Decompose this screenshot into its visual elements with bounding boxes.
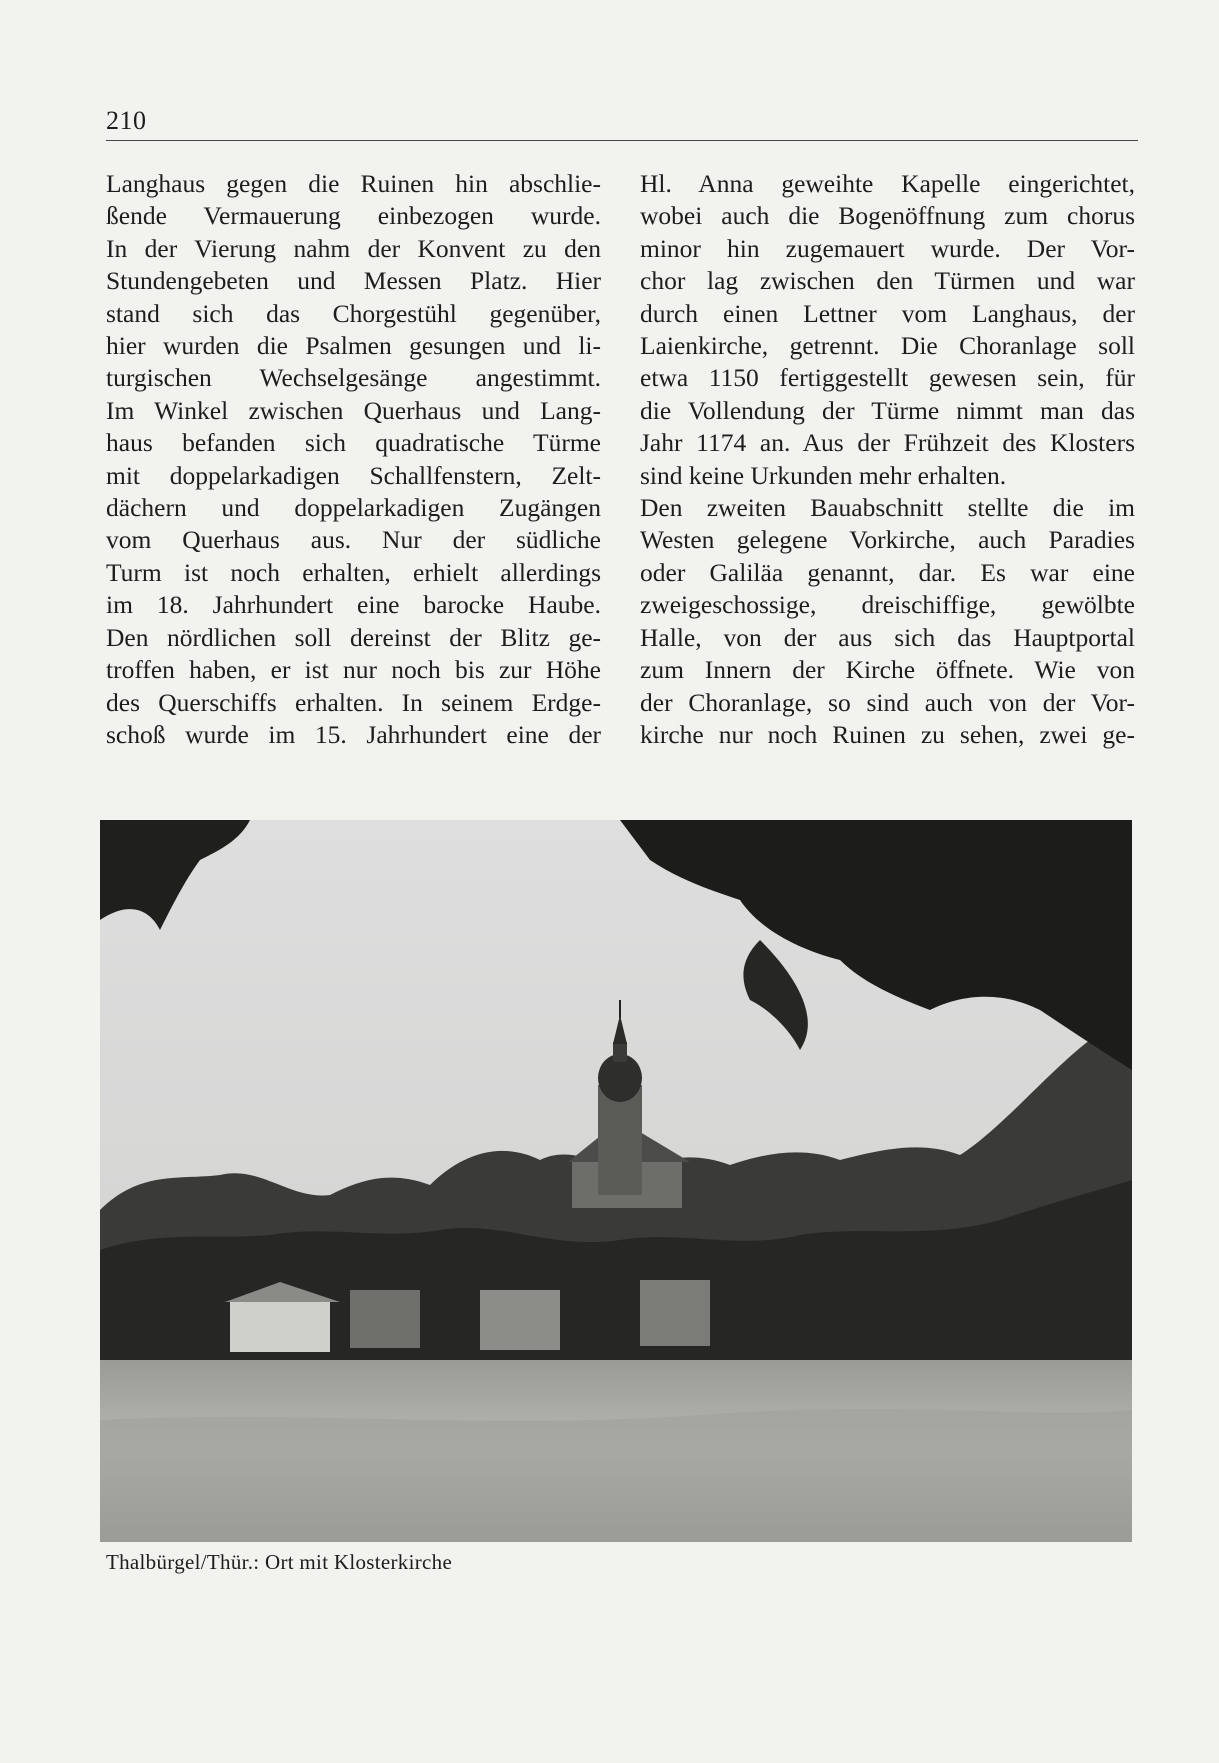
text-line: zum Innern der Kirche öffnete. Wie von xyxy=(640,655,1135,685)
text-line: Im Winkel zwischen Querhaus und Lang- xyxy=(106,395,601,425)
left-text-column xyxy=(106,168,601,751)
text-line: Stundengebeten und Messen Platz. Hier xyxy=(106,266,601,296)
text-line: Halle, von der aus sich das Hauptportal xyxy=(640,622,1135,652)
field-shade xyxy=(100,1409,1132,1542)
text-line: durch einen Lettner vom Langhaus, der xyxy=(640,298,1135,328)
text-line: ßende Vermauerung einbezogen wurde. xyxy=(106,201,601,231)
text-line: Jahr 1174 an. Aus der Frühzeit des Klosters xyxy=(640,428,1135,458)
text-line: hier wurden die Psalmen gesungen und li- xyxy=(106,331,601,361)
text-line: schoß wurde im 15. Jahrhundert eine der xyxy=(106,719,601,749)
text-line: oder Galiläa genannt, dar. Es war eine xyxy=(640,557,1135,587)
photo-caption: Thalbürgel/Thür.: Ort mit Klosterkirche xyxy=(106,1550,453,1574)
house xyxy=(480,1290,560,1350)
text-line: des Querschiffs erhalten. In seinem Erdge- xyxy=(106,687,601,717)
text-line: Laienkirche, getrennt. Die Choranlage soll xyxy=(640,331,1135,361)
house xyxy=(350,1290,420,1348)
text-line: wobei auch die Bogenöffnung zum chorus xyxy=(640,201,1135,231)
text-line: Turm ist noch erhalten, erhielt allerdings xyxy=(106,557,601,587)
house xyxy=(230,1300,330,1352)
text-line: Den zweiten Bauabschnitt stellte die im xyxy=(640,493,1135,523)
text-line: turgischen Wechselgesänge angestimmt. xyxy=(106,363,601,393)
text-line: sind keine Urkunden mehr erhalten. xyxy=(640,460,1007,490)
text-line: zweigeschossige, dreischiffige, gewölbte xyxy=(640,590,1135,620)
text-line: minor hin zugemauert wurde. Der Vor- xyxy=(640,233,1135,263)
text-line: im 18. Jahrhundert eine barocke Haube. xyxy=(106,590,601,620)
right-text-column xyxy=(640,168,1135,751)
village-photograph xyxy=(100,820,1132,1542)
text-line: Westen gelegene Vorkirche, auch Paradies xyxy=(640,525,1135,555)
text-line: stand sich das Chorgestühl gegenüber, xyxy=(106,298,601,328)
tower-lantern xyxy=(613,1042,627,1062)
text-line: etwa 1150 fertiggestellt gewesen sein, für xyxy=(640,363,1135,393)
text-line: haus befanden sich quadratische Türme xyxy=(106,428,601,458)
text-line: Langhaus gegen die Ruinen hin abschlie- xyxy=(106,169,601,198)
header-rule xyxy=(106,140,1138,141)
text-line: troffen haben, er ist nur noch bis zur Höhe xyxy=(106,655,601,685)
text-line: kirche nur noch Ruinen zu sehen, zwei ge- xyxy=(640,719,1135,749)
text-line: Hl. Anna geweihte Kapelle eingerichtet, xyxy=(640,169,1135,198)
text-line: vom Querhaus aus. Nur der südliche xyxy=(106,525,601,555)
house xyxy=(640,1280,710,1346)
text-line: dächern und doppelarkadigen Zugängen xyxy=(106,493,601,523)
tower-cross xyxy=(619,1000,621,1018)
text-line: der Choranlage, so sind auch von der Vor- xyxy=(640,687,1135,717)
text-line: mit doppelarkadigen Schallfenstern, Zelt- xyxy=(106,460,601,490)
text-line: In der Vierung nahm der Konvent zu den xyxy=(106,233,601,263)
page-number: 210 xyxy=(106,106,147,135)
text-line: chor lag zwischen den Türmen und war xyxy=(640,266,1135,296)
text-line: die Vollendung der Türme nimmt man das xyxy=(640,395,1135,425)
text-line: Den nördlichen soll dereinst der Blitz ge- xyxy=(106,622,601,652)
